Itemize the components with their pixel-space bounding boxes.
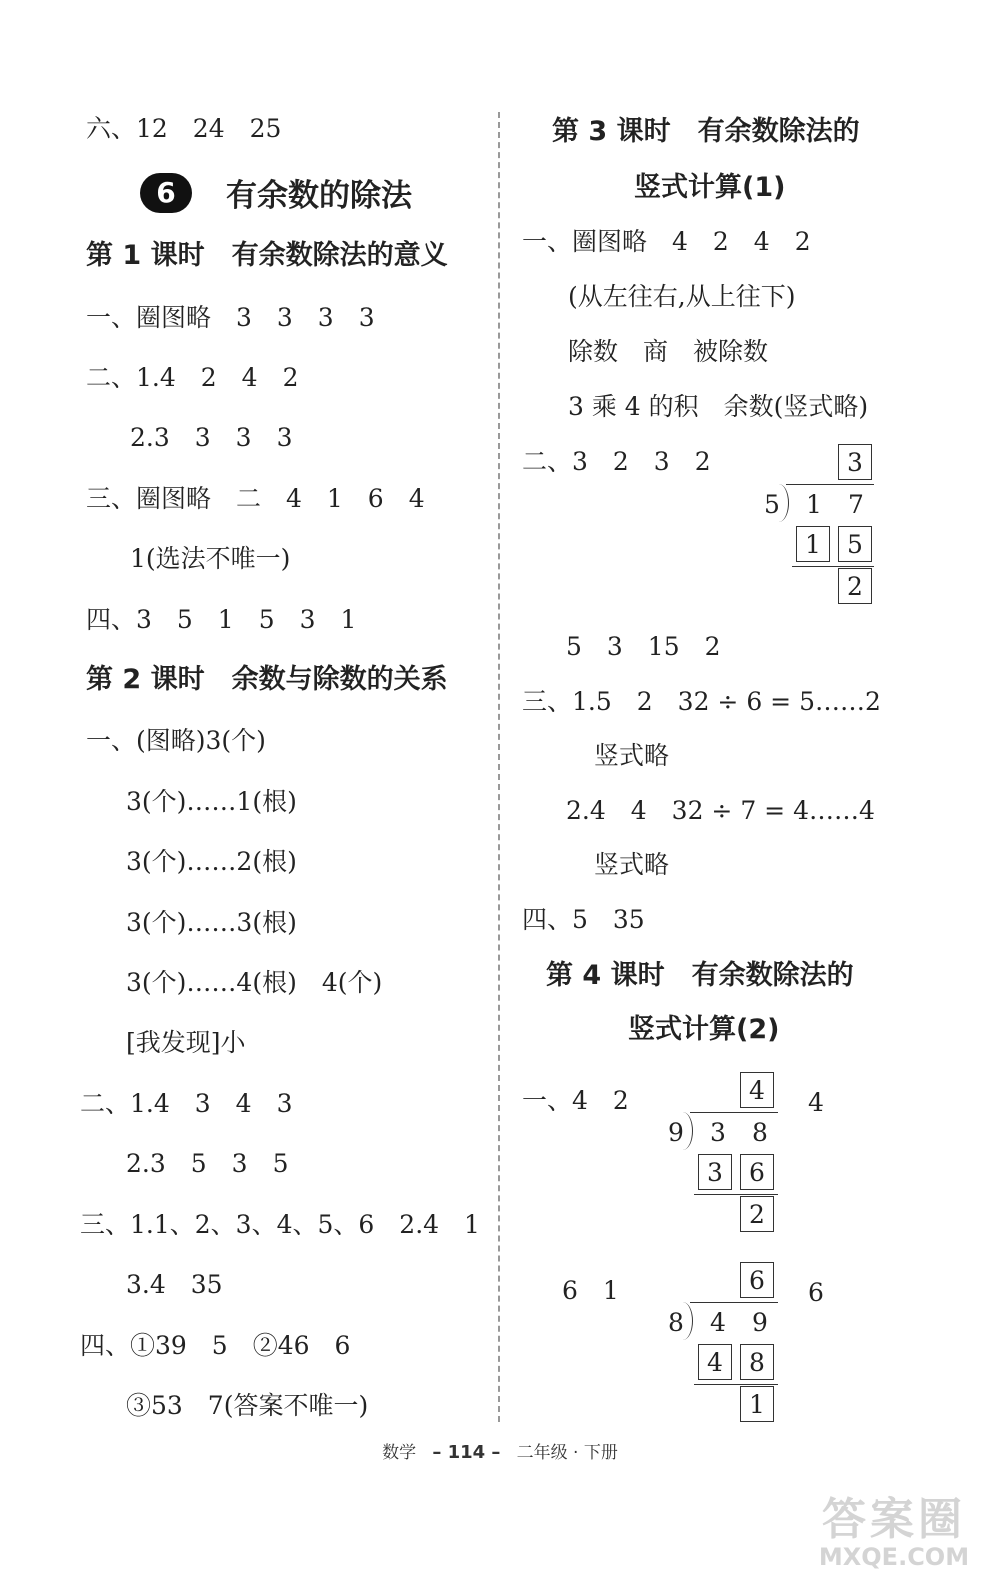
- product-box: 8: [740, 1344, 774, 1380]
- side-answer: 6: [808, 1278, 824, 1307]
- subtraction-bar: [694, 1384, 778, 1385]
- answer-line: 一、圈图略 3 3 3 3: [86, 303, 375, 332]
- answer-line: 2.4 4 32 ÷ 7 = 4……4: [566, 796, 875, 825]
- answer-line: 2.3 5 3 5: [126, 1149, 289, 1178]
- answer-line: 1(选法不唯一): [130, 544, 291, 573]
- subtraction-bar: [694, 1194, 778, 1195]
- chapter-number-badge: 6: [140, 173, 192, 213]
- remainder-box: 1: [740, 1386, 774, 1422]
- division-bar: [690, 1112, 778, 1113]
- footer-grade: 二年级 · 下册: [516, 1443, 618, 1463]
- lesson-title: 第 2 课时 余数与除数的关系: [86, 664, 448, 695]
- answer-line: 3(个)……1(根): [126, 787, 297, 816]
- answer-line: 三、1.5 2 32 ÷ 6 = 5……2: [522, 687, 881, 716]
- dividend-digit: 3: [710, 1118, 726, 1147]
- dividend-digit: 4: [710, 1308, 726, 1337]
- answer-line: 四、5 35: [522, 905, 645, 934]
- answer-line: 5 3 15 2: [566, 632, 721, 661]
- answer-line: 3(个)……2(根): [126, 847, 297, 876]
- answer-line: 3(个)……3(根): [126, 908, 297, 937]
- watermark-bottom: MXQE.COM: [818, 1543, 970, 1571]
- product-box: 1: [796, 526, 830, 562]
- subtraction-bar: [792, 566, 874, 567]
- answer-line: 竖式略: [594, 741, 670, 770]
- division-bracket: [776, 484, 789, 522]
- answer-line: 四、3 5 1 5 3 1: [86, 605, 357, 634]
- answer-line: 六、12 24 25: [86, 114, 282, 143]
- lesson-title: 竖式计算(1): [634, 172, 786, 203]
- divisor: 5: [764, 490, 780, 519]
- answer-line: ③53 7(答案不唯一): [126, 1391, 369, 1420]
- side-answer: 4: [808, 1088, 824, 1117]
- answer-line: 二、3 2 3 2: [522, 447, 711, 476]
- column-divider: [498, 112, 500, 1422]
- remainder-box: 2: [740, 1196, 774, 1232]
- product-box: 6: [740, 1154, 774, 1190]
- answer-line: 一、(图略)3(个): [86, 726, 266, 755]
- answer-line: 6 1: [562, 1276, 619, 1305]
- dividend-digit: 8: [752, 1118, 768, 1147]
- answer-line: 2.3 3 3 3: [130, 423, 293, 452]
- answer-line: 三、1.1、2、3、4、5、6 2.4 1: [80, 1210, 480, 1239]
- division-bar: [690, 1302, 778, 1303]
- answer-line: 3.4 35: [126, 1270, 223, 1299]
- answer-line: 二、1.4 2 4 2: [86, 363, 299, 392]
- answer-line: 一、圈图略 4 2 4 2: [522, 227, 811, 256]
- answer-line: 3(个)……4(根) 4(个): [126, 968, 383, 997]
- answer-line: (从左往右,从上往下): [568, 282, 796, 311]
- remainder-box: 2: [838, 568, 872, 604]
- answer-line: 3 乘 4 的积 余数(竖式略): [568, 392, 869, 421]
- lesson-title: 第 3 课时 有余数除法的: [552, 116, 860, 147]
- answer-line: 竖式略: [594, 850, 670, 879]
- quotient-box: 4: [740, 1072, 774, 1108]
- division-bar: [786, 484, 874, 485]
- footer-subject: 数学: [382, 1443, 417, 1463]
- lesson-title: 竖式计算(2): [628, 1014, 780, 1045]
- answer-line: 四、①39 5 ②46 6: [80, 1331, 351, 1360]
- product-box: 3: [698, 1154, 732, 1190]
- answer-line: 三、圈图略 二 4 1 6 4: [86, 484, 425, 513]
- lesson-title: 第 1 课时 有余数除法的意义: [86, 240, 448, 271]
- answer-line: [我发现]小: [126, 1028, 246, 1057]
- page-number: – 114 –: [432, 1442, 501, 1463]
- dividend-digit: 1: [806, 490, 822, 519]
- dividend-digit: 7: [848, 490, 864, 519]
- divisor: 8: [668, 1308, 684, 1337]
- page-footer: [0, 1438, 1000, 1463]
- lesson-title: 第 4 课时 有余数除法的: [546, 960, 854, 991]
- quotient-box: 3: [838, 444, 872, 480]
- answer-line: 一、4 2: [522, 1086, 629, 1115]
- divisor: 9: [668, 1118, 684, 1147]
- division-bracket: [680, 1112, 693, 1150]
- quotient-box: 6: [740, 1262, 774, 1298]
- product-box: 4: [698, 1344, 732, 1380]
- watermark-top: 答案圈: [822, 1494, 966, 1545]
- dividend-digit: 9: [752, 1308, 768, 1337]
- answer-line: 二、1.4 3 4 3: [80, 1089, 293, 1118]
- answer-line: 除数 商 被除数: [568, 337, 769, 366]
- product-box: 5: [838, 526, 872, 562]
- division-bracket: [680, 1302, 693, 1340]
- watermark-logo: [804, 1495, 984, 1573]
- chapter-title: 有余数的除法: [226, 178, 412, 214]
- chapter-heading: [140, 170, 412, 215]
